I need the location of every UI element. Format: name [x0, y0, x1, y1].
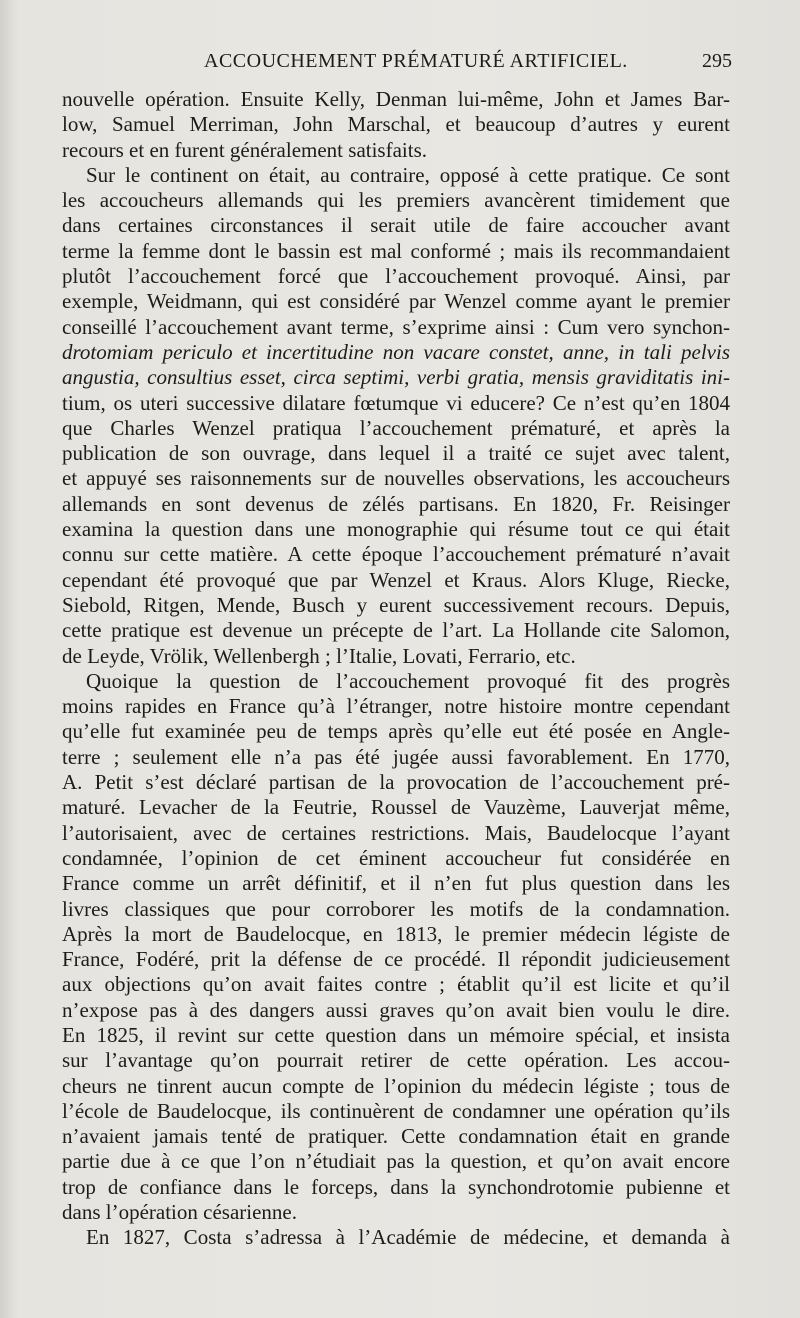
text-line-latin-quote: drotomiam periculo et incertitudine non vacare constet, anne, in tali pelvis — [62, 339, 730, 364]
text-line: Quoique la question de l’accouchement provoqué fit des progrès — [86, 668, 730, 693]
text-line: que Charles Wenzel pratiqua l’accouchement prématuré, et après la — [62, 415, 730, 440]
text-line: n’avaient jamais tenté de pratiquer. Cette condamnation était en grande — [62, 1124, 730, 1149]
text-line: et appuyé ses raisonnements sur de nouvelles observations, les accoucheurs — [62, 466, 730, 491]
text-line: de Leyde, Vrölik, Wellenbergh ; l’Italie, Lovati, Ferrario, etc. — [62, 643, 576, 668]
text-line: cette pratique est devenue un précepte de l’art. La Hollande cite Salomon, — [62, 618, 730, 643]
text-line: trop de confiance dans le forceps, dans la synchondrotomie pubienne et — [62, 1174, 730, 1199]
text-line: cheurs ne tinrent aucun compte de l’opinion du médecin légiste ; tous de — [62, 1073, 730, 1098]
text-line: l’école de Baudelocque, ils continuèrent de condamner une opération qu’ils — [62, 1098, 730, 1123]
text-line: connu sur cette matière. A cette époque l’accouchement prématuré n’avait — [62, 542, 730, 567]
text-line: En 1827, Costa s’adressa à l’Académie de médecine, et demanda à — [86, 1225, 730, 1250]
text-line: les accoucheurs allemands qui les premiers avancèrent timidement que — [62, 188, 730, 213]
text-line: allemands en sont devenus de zélés partisans. En 1820, Fr. Reisinger — [62, 491, 730, 516]
text-line: qu’elle fut examinée peu de temps après qu’elle eut été posée en Angle- — [62, 719, 730, 744]
text-line: Sur le continent on était, au contraire, opposé à cette pratique. Ce sont — [86, 162, 730, 187]
text-line-latin-quote: angustia, consultius esset, circa septimi, verbi gratia, mensis graviditatis ini- — [62, 365, 730, 390]
text-line: dans certaines circonstances il serait utile de faire accoucher avant — [62, 213, 730, 238]
text-line: exemple, Weidmann, qui est considéré par Wenzel comme ayant le premier — [62, 289, 730, 314]
text-line: low, Samuel Merriman, John Marschal, et beaucoup d’autres y eurent — [62, 112, 730, 137]
text-line: dans l’opération césarienne. — [62, 1200, 297, 1225]
text-line: Siebold, Ritgen, Mende, Busch y eurent successivement recours. Depuis, — [62, 592, 730, 617]
text-line: publication de son ouvrage, dans lequel il a traité ce sujet avec talent, — [62, 441, 730, 466]
page-number: 295 — [702, 50, 732, 72]
text-line: condamnée, l’opinion de cet éminent accoucheur fut considérée en — [62, 845, 730, 870]
text-line: livres classiques que pour corroborer les motifs de la condamnation. — [62, 896, 730, 921]
text-line: En 1825, il revint sur cette question dans un mémoire spécial, et insista — [62, 1022, 730, 1047]
text-line: Après la mort de Baudelocque, en 1813, le premier médecin légiste de — [62, 921, 730, 946]
text-line: aux objections qu’on avait faites contre ; établit qu’il est licite et qu’il — [62, 972, 730, 997]
text-line: examina la question dans une monographie qui résume tout ce qui était — [62, 517, 730, 542]
running-head — [62, 50, 732, 80]
body-text — [62, 87, 730, 1251]
text-line: tium, os uteri successive dilatare fœtumque vi educere? Ce n’est qu’en 1804 — [62, 390, 730, 415]
running-title: ACCOUCHEMENT PRÉMATURÉ ARTIFICIEL. — [204, 50, 628, 72]
text-line: France comme un arrêt définitif, et il n’en fut plus question dans les — [62, 871, 730, 896]
text-line: France, Fodéré, prit la défense de ce procédé. Il répondit judicieusement — [62, 947, 730, 972]
text-line: maturé. Levacher de la Feutrie, Roussel de Vauzème, Lauverjat même, — [62, 795, 730, 820]
text-line: sur l’avantage qu’on pourrait retirer de cette opération. Les accou- — [62, 1048, 730, 1073]
text-line: terme la femme dont le bassin est mal conformé ; mais ils recommandaient — [62, 238, 730, 263]
text-line: A. Petit s’est déclaré partisan de la provocation de l’accouchement pré- — [62, 770, 730, 795]
text-line: cependant été provoqué que par Wenzel et Kraus. Alors Kluge, Riecke, — [62, 567, 730, 592]
text-line: l’autorisaient, avec de certaines restrictions. Mais, Baudelocque l’ayant — [62, 820, 730, 845]
text-line: conseillé l’accouchement avant terme, s’exprime ainsi : Cum vero synchon- — [62, 314, 730, 339]
text-line: n’expose pas à des dangers aussi graves qu’on avait bien voulu le dire. — [62, 997, 730, 1022]
text-line: nouvelle opération. Ensuite Kelly, Denman lui-même, John et James Bar- — [62, 87, 730, 111]
text-line: partie due à ce que l’on n’étudiait pas la question, et qu’on avait encore — [62, 1149, 730, 1174]
text-line: moins rapides en France qu’à l’étranger, notre histoire montre cependant — [62, 694, 730, 719]
text-line: terre ; seulement elle n’a pas été jugée aussi favorablement. En 1770, — [62, 744, 730, 769]
text-line: plutôt l’accouchement forcé que l’accouchement provoqué. Ainsi, par — [62, 264, 730, 289]
text-line: recours et en furent généralement satisfaits. — [62, 137, 428, 162]
